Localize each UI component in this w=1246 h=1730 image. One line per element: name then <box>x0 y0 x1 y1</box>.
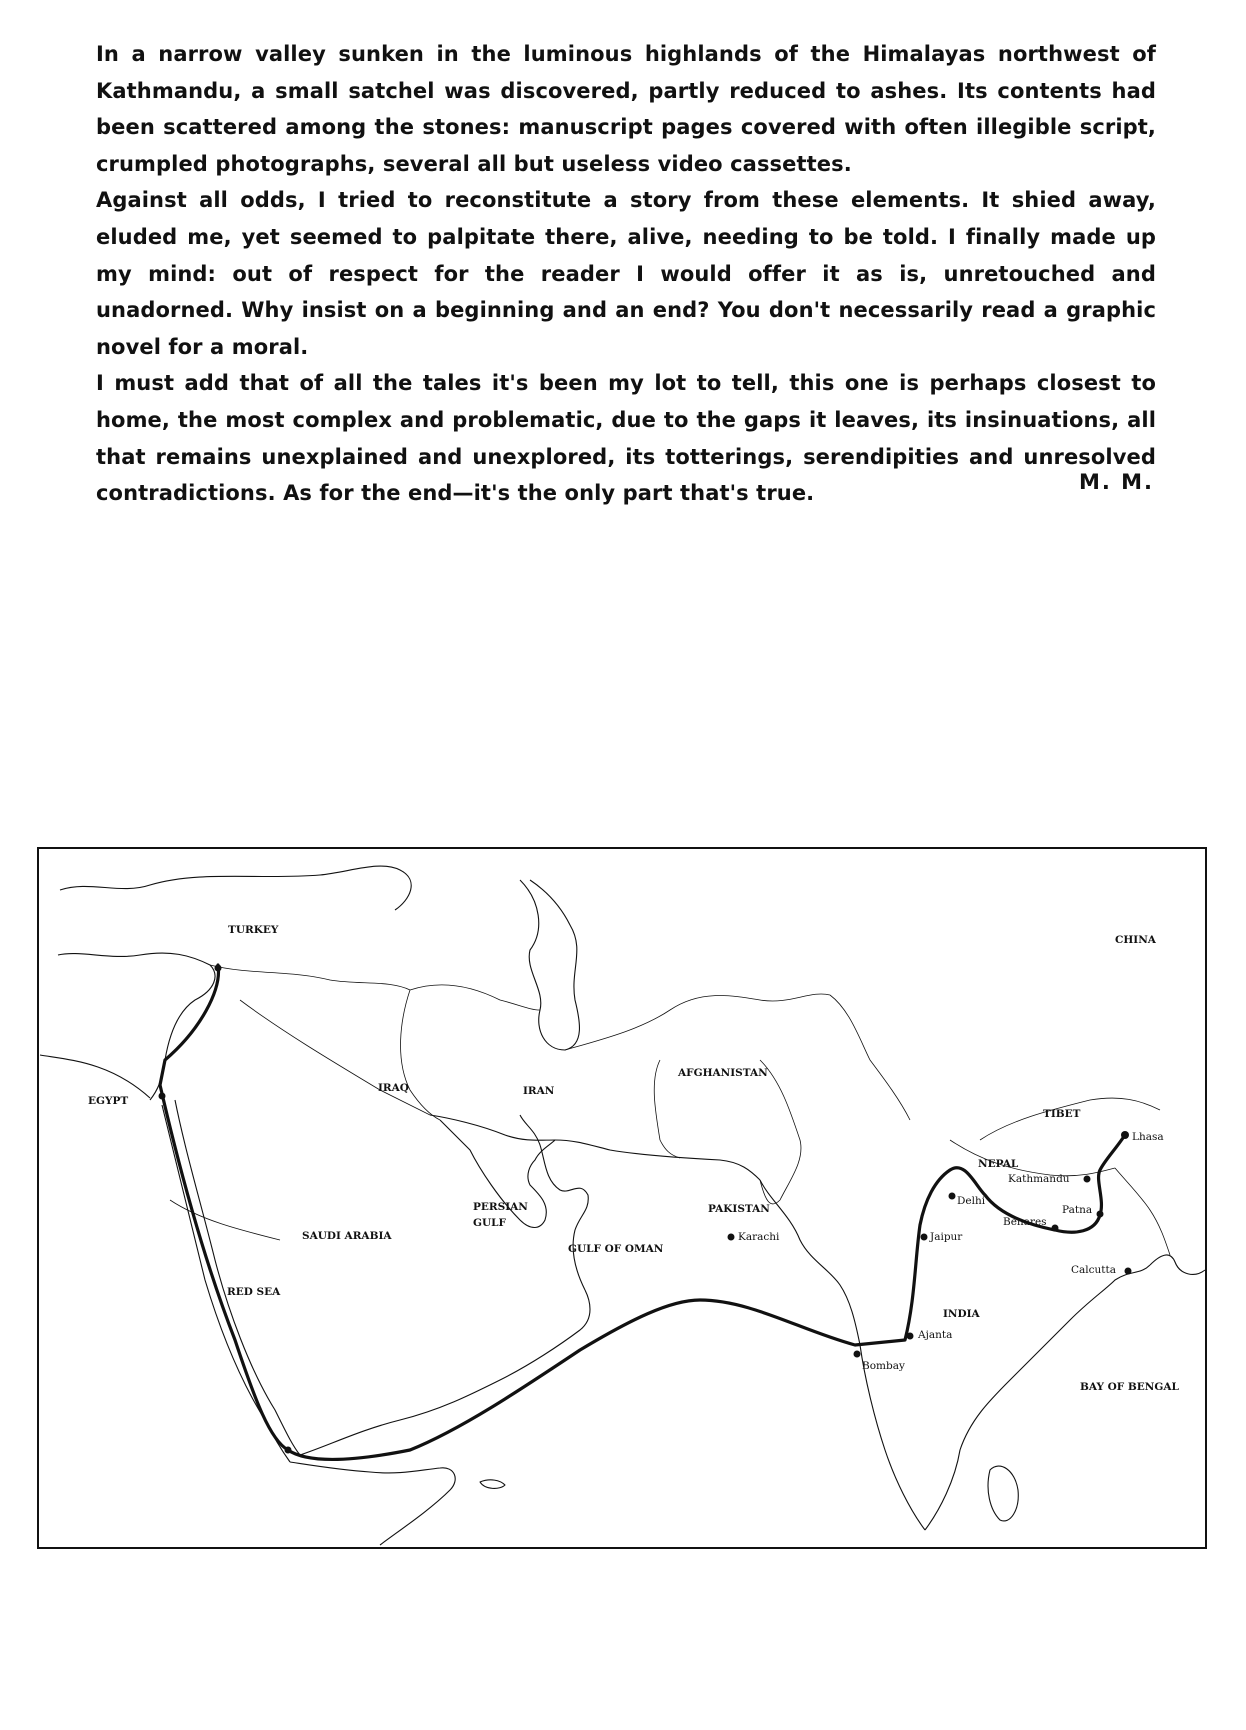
city-label: Karachi <box>738 1231 780 1243</box>
region-label: GULF OF OMAN <box>568 1243 664 1255</box>
city-label: Ajanta <box>918 1329 953 1341</box>
city-dot-sinai <box>159 1093 166 1100</box>
city-label: Calcutta <box>1071 1264 1116 1276</box>
paragraph: I must add that of all the tales it's been my lot to tell, this one is perhaps closest to home, the most complex and problematic, due to the gaps it leaves, its insinuations, all that remains unexplained and unexplored, its totterings, serendipities and unresolved contradictions. As for the end—it's the only part that's true. <box>96 371 1156 506</box>
city-label: Bombay <box>862 1360 905 1372</box>
city-dot-ajanta <box>907 1333 914 1340</box>
city-label: Benares <box>1003 1216 1047 1228</box>
city-label: Lhasa <box>1132 1131 1164 1143</box>
region-label: EGYPT <box>88 1095 129 1107</box>
city-dot-calcutta <box>1125 1268 1132 1275</box>
region-label: IRAQ <box>378 1082 409 1094</box>
city-label: Kathmandu <box>1008 1173 1070 1185</box>
city-dot-lhasa <box>1121 1131 1129 1139</box>
region-label: TIBET <box>1043 1108 1081 1120</box>
map-frame <box>38 848 1206 1548</box>
city-label: Jaipur <box>930 1231 963 1243</box>
region-label: GULF <box>473 1217 506 1229</box>
city-dot-patna <box>1097 1211 1104 1218</box>
region-label: TURKEY <box>228 924 279 936</box>
city-dot-bombay <box>854 1351 861 1358</box>
city-dot-benares <box>1052 1225 1059 1232</box>
region-label: CHINA <box>1115 934 1156 946</box>
region-label: PERSIAN <box>473 1201 528 1213</box>
region-label: SAUDI ARABIA <box>302 1230 392 1242</box>
city-dot-aden <box>285 1447 292 1454</box>
region-label: NEPAL <box>978 1158 1019 1170</box>
region-label: AFGHANISTAN <box>678 1067 768 1079</box>
paragraph: Against all odds, I tried to reconstitute a story from these elements. It shied away, eluded me, yet seemed to palpitate there, alive, needing to be told. I finally made up my mind: out of respect for the reader I would offer it as is, unretouched and unadorned. Why insist on a beginning and an end? You don't necessarily read a graphic novel for a moral. <box>96 188 1156 359</box>
city-dot-kathmandu <box>1084 1176 1091 1183</box>
region-label: INDIA <box>943 1308 980 1320</box>
city-label: Delhi <box>957 1195 986 1207</box>
paragraph: In a narrow valley sunken in the luminous highlands of the Himalayas northwest of Kathmandu, a small satchel was discovered, partly reduced to ashes. Its contents had been scattered among the stones: manuscript pages covered with often illegible script, crumpled photographs, several all but useless video cassettes. <box>96 42 1156 176</box>
city-label: Patna <box>1062 1204 1093 1216</box>
region-label: IRAN <box>523 1085 555 1097</box>
city-dot-jaipur <box>921 1234 928 1241</box>
city-dot-karachi <box>728 1234 735 1241</box>
signature: M. M. <box>1078 470 1154 494</box>
region-label: RED SEA <box>227 1286 281 1298</box>
region-label: PAKISTAN <box>708 1203 770 1215</box>
region-label: BAY OF BENGAL <box>1080 1381 1179 1393</box>
city-dot-delhi <box>949 1193 956 1200</box>
city-dot-start <box>215 965 222 972</box>
